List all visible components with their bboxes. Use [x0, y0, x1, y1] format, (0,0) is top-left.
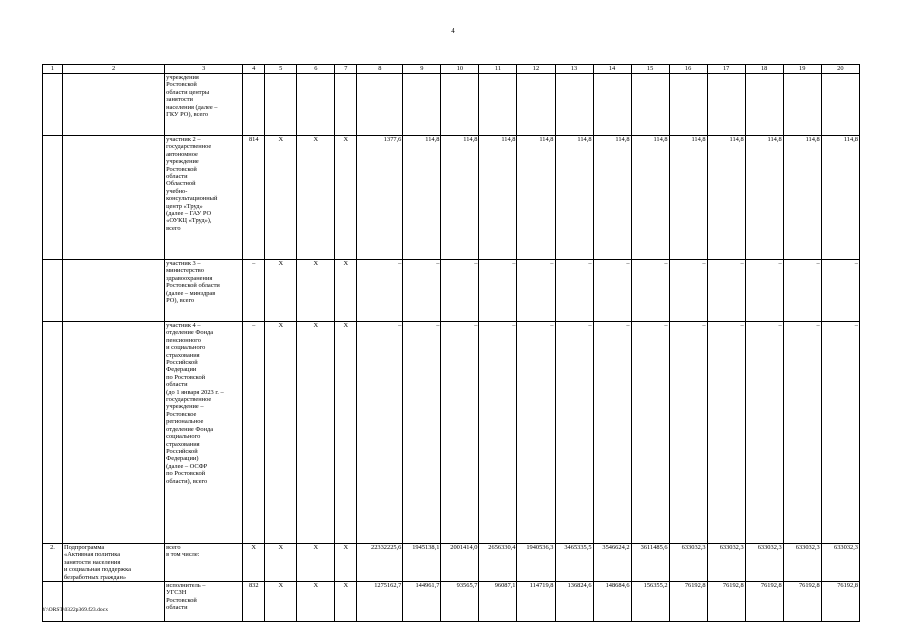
value-cell [265, 74, 297, 136]
value-cell: – [707, 322, 745, 544]
value-cell: 633032,3 [669, 544, 707, 582]
column-number: 12 [517, 65, 555, 74]
program-name-cell [63, 260, 165, 322]
value-cell [631, 74, 669, 136]
value-cell [297, 74, 335, 136]
value-cell: 114,8 [479, 136, 517, 260]
value-cell: – [593, 322, 631, 544]
value-cell: – [821, 260, 859, 322]
value-cell: – [243, 260, 265, 322]
value-cell: – [479, 260, 517, 322]
value-cell [441, 74, 479, 136]
value-cell: Х [265, 544, 297, 582]
value-cell: 1377,6 [357, 136, 403, 260]
value-cell: 114,8 [441, 136, 479, 260]
value-cell: 114,8 [555, 136, 593, 260]
column-number: 6 [297, 65, 335, 74]
table-row [43, 582, 860, 622]
value-cell: 2001414,0 [441, 544, 479, 582]
value-cell [669, 74, 707, 136]
value-cell: – [517, 322, 555, 544]
column-number: 1 [43, 65, 63, 74]
value-cell: 1945138,1 [403, 544, 441, 582]
program-name-cell [63, 582, 165, 622]
value-cell: Х [335, 260, 357, 322]
column-number: 10 [441, 65, 479, 74]
value-cell: 114,8 [593, 136, 631, 260]
value-cell: – [631, 322, 669, 544]
value-cell: 76192,8 [821, 582, 859, 622]
value-cell: Х [297, 260, 335, 322]
value-cell: Х [243, 544, 265, 582]
value-cell: 114719,8 [517, 582, 555, 622]
column-number: 3 [165, 65, 243, 74]
participant-cell: исполнитель – УГСЗН Ростовской области [165, 582, 243, 622]
value-cell: Х [265, 260, 297, 322]
participant-cell: учреждения Ростовской области центры занятости населения (далее – ГКУ РО), всего [165, 74, 243, 136]
value-cell: – [707, 260, 745, 322]
value-cell: – [669, 322, 707, 544]
value-cell: 76192,8 [707, 582, 745, 622]
table-row [43, 322, 860, 544]
value-cell: 633032,3 [745, 544, 783, 582]
program-name-cell: Подпрограмма «Активная политика занятости населения и социальная поддержка безработных граждан» [63, 544, 165, 582]
value-cell: – [631, 260, 669, 322]
value-cell: 136824,6 [555, 582, 593, 622]
column-number: 14 [593, 65, 631, 74]
value-cell: – [555, 322, 593, 544]
value-cell: Х [265, 322, 297, 544]
value-cell [517, 74, 555, 136]
row-number-cell [43, 322, 63, 544]
value-cell: Х [265, 582, 297, 622]
row-number-cell [43, 136, 63, 260]
budget-table [42, 64, 860, 622]
value-cell: 114,8 [821, 136, 859, 260]
value-cell: 96087,1 [479, 582, 517, 622]
value-cell: Х [335, 582, 357, 622]
value-cell: – [441, 260, 479, 322]
column-number: 11 [479, 65, 517, 74]
value-cell: – [403, 260, 441, 322]
value-cell [821, 74, 859, 136]
value-cell: 76192,8 [783, 582, 821, 622]
column-number: 15 [631, 65, 669, 74]
value-cell: 633032,3 [821, 544, 859, 582]
value-cell: Х [297, 582, 335, 622]
value-cell [335, 74, 357, 136]
file-path-footer: Y:\ORST\0322p369.f23.docx [42, 607, 108, 613]
value-cell: – [357, 322, 403, 544]
value-cell: 633032,3 [783, 544, 821, 582]
value-cell: 156355,2 [631, 582, 669, 622]
value-cell: – [821, 322, 859, 544]
value-cell [243, 74, 265, 136]
row-number-cell [43, 260, 63, 322]
value-cell: – [517, 260, 555, 322]
value-cell: Х [335, 322, 357, 544]
value-cell [783, 74, 821, 136]
column-number: 5 [265, 65, 297, 74]
column-number: 8 [357, 65, 403, 74]
value-cell: – [555, 260, 593, 322]
value-cell: 93565,7 [441, 582, 479, 622]
value-cell [593, 74, 631, 136]
value-cell: 1275162,7 [357, 582, 403, 622]
value-cell: Х [335, 544, 357, 582]
value-cell: 114,8 [669, 136, 707, 260]
value-cell: – [593, 260, 631, 322]
column-number: 2 [63, 65, 165, 74]
value-cell: 832 [243, 582, 265, 622]
column-number: 7 [335, 65, 357, 74]
value-cell: 76192,8 [745, 582, 783, 622]
value-cell: Х [297, 544, 335, 582]
value-cell: 3611485,6 [631, 544, 669, 582]
program-name-cell [63, 136, 165, 260]
table-header-row [43, 65, 860, 74]
value-cell: 114,8 [783, 136, 821, 260]
column-number: 18 [745, 65, 783, 74]
value-cell: 3465335,5 [555, 544, 593, 582]
value-cell: Х [335, 136, 357, 260]
column-number: 19 [783, 65, 821, 74]
column-number: 9 [403, 65, 441, 74]
row-number-cell [43, 74, 63, 136]
column-number: 16 [669, 65, 707, 74]
value-cell: 22332225,6 [357, 544, 403, 582]
value-cell: – [479, 322, 517, 544]
value-cell: – [745, 322, 783, 544]
row-number-cell [43, 582, 63, 622]
value-cell [403, 74, 441, 136]
value-cell [745, 74, 783, 136]
column-number: 13 [555, 65, 593, 74]
value-cell: – [669, 260, 707, 322]
value-cell [555, 74, 593, 136]
column-number: 17 [707, 65, 745, 74]
value-cell: 3546624,2 [593, 544, 631, 582]
value-cell: – [783, 260, 821, 322]
participant-cell: участник 4 – отделение Фонда пенсионного и социального страхования Российской Федерации по Ростовской области (до 1 января 2023 г. – государственное учреждение – Ростовское региональное отделение Фонда социального страхования Российской Федерации) (далее – ОСФР по Ростовской области), всего [165, 322, 243, 544]
participant-cell: всего в том числе: [165, 544, 243, 582]
value-cell: – [783, 322, 821, 544]
row-number-cell: 2. [43, 544, 63, 582]
program-name-cell [63, 74, 165, 136]
value-cell: – [441, 322, 479, 544]
table-row [43, 260, 860, 322]
value-cell: 814 [243, 136, 265, 260]
value-cell: 76192,8 [669, 582, 707, 622]
table-row [43, 544, 860, 582]
value-cell: – [357, 260, 403, 322]
value-cell: 114,8 [631, 136, 669, 260]
value-cell: Х [297, 136, 335, 260]
table-row [43, 74, 860, 136]
value-cell: – [243, 322, 265, 544]
value-cell: 114,8 [517, 136, 555, 260]
value-cell: – [745, 260, 783, 322]
value-cell: 633032,3 [707, 544, 745, 582]
page-number: 4 [451, 27, 455, 35]
program-name-cell [63, 322, 165, 544]
value-cell: – [403, 322, 441, 544]
value-cell: 114,8 [707, 136, 745, 260]
participant-cell: участник 3 – министерство здравоохранения Ростовской области (далее – минздрав РО), всего [165, 260, 243, 322]
value-cell [357, 74, 403, 136]
column-number: 20 [821, 65, 859, 74]
table-row [43, 136, 860, 260]
value-cell [479, 74, 517, 136]
column-number: 4 [243, 65, 265, 74]
value-cell: 114,8 [745, 136, 783, 260]
value-cell: 2656330,4 [479, 544, 517, 582]
value-cell [707, 74, 745, 136]
value-cell: Х [297, 322, 335, 544]
value-cell: 114,8 [403, 136, 441, 260]
value-cell: 144961,7 [403, 582, 441, 622]
value-cell: Х [265, 136, 297, 260]
value-cell: 148684,6 [593, 582, 631, 622]
value-cell: 1940536,3 [517, 544, 555, 582]
participant-cell: участник 2 – государственное автономное учреждение Ростовской области Областной учебно- консультационный центр «Труд» (далее – ГАУ РО «ОУКЦ «Труд»), всего [165, 136, 243, 260]
